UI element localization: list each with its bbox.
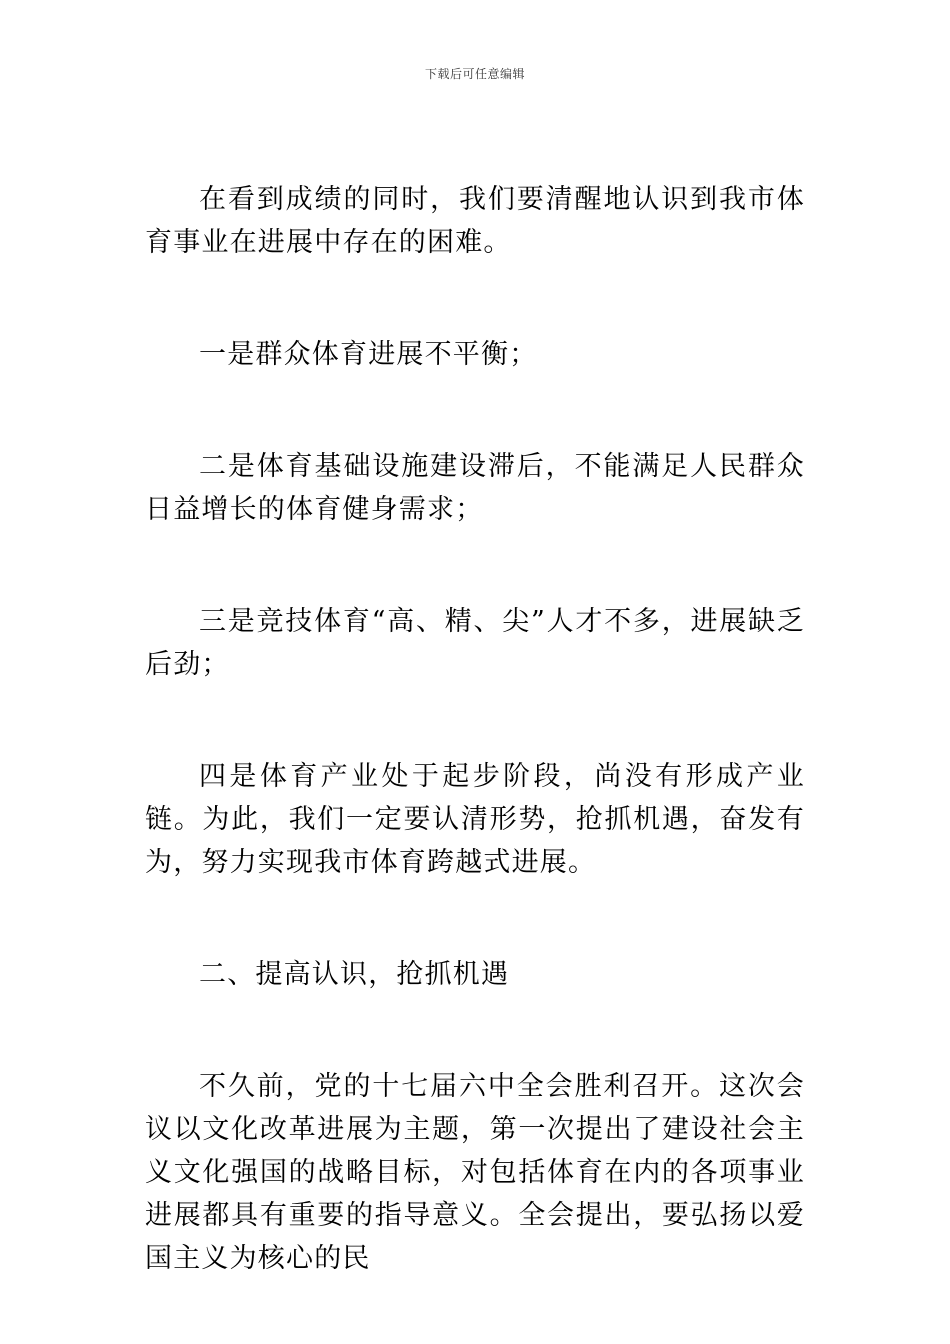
paragraph: 三是竞技体育“高、精、尖”人才不多，进展缺乏后劲； <box>145 606 805 680</box>
paragraph: 不久前，党的十七届六中全会胜利召开。这次会议以文化改革进展为主题，第一次提出了建设社会主义文化强国的战略目标，对包括体育在内的各项事业进展都具有重要的指导意义。全会提出，要弘扬以爱国主义为核心的民 <box>145 1071 805 1274</box>
paragraph-spacer <box>145 264 805 333</box>
paragraph-spacer <box>145 531 805 600</box>
section-heading: 二、提高认识，抢抓机遇 <box>199 959 510 990</box>
paragraph-spacer <box>145 376 805 445</box>
paragraph: 二是体育基础设施建设滞后，不能满足人民群众日益增长的体育健身需求； <box>145 451 805 525</box>
paragraph: 在看到成绩的同时，我们要清醒地认识到我市体育事业在进展中存在的困难。 <box>145 184 805 258</box>
paragraph-spacer <box>145 996 805 1065</box>
paragraph: 一是群众体育进展不平衡； <box>199 339 538 370</box>
page-header-note: 下载后可任意编辑 <box>424 67 525 81</box>
document-body <box>145 178 805 1280</box>
paragraph-spacer <box>145 884 805 953</box>
paragraph-spacer <box>145 686 805 755</box>
paragraph: 四是体育产业处于起步阶段，尚没有形成产业链。为此，我们一定要认清形势，抢抓机遇，奋发有为，努力实现我市体育跨越式进展。 <box>145 761 805 878</box>
